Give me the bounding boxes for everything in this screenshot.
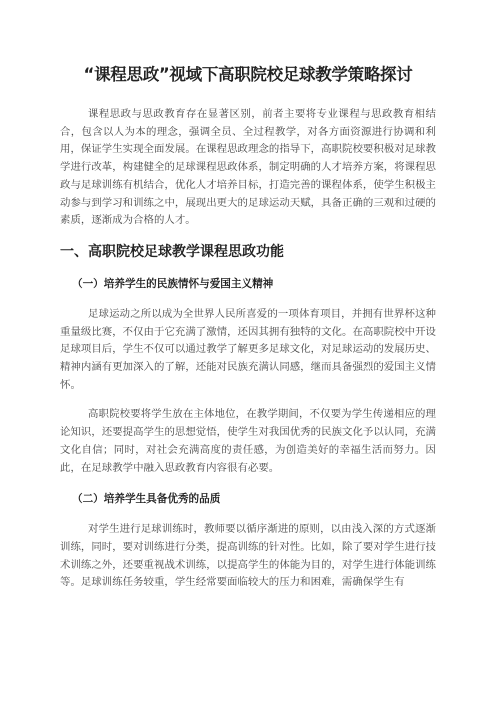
subsection-heading-1: （一）培养学生的民族情怀与爱国主义精神 [72,277,274,290]
subsection-heading-2: （二）培养学生具备优秀的品质 [72,493,221,506]
document-title: “课程思政”视域下高职院校足球教学策略探讨 [83,65,413,84]
body-paragraph-2: 高职院校要将学生放在主体地位，在教学期间，不仅要为学生传递相应的理论知识，还要提高学生的思想觉悟，使学生对我国优秀的民族文化予以认同，充满文化自信；同时，对社会充满高度的责任感，为创造美好的幸福生活而努力。因此，在足球教学中融入思政教育内容很有必要。 [60,408,436,474]
body-paragraph-1: 足球运动之所以成为全世界人民所喜爱的一项体育项目，并拥有世界杯这种重量级比赛，不仅由于它充满了激情，还因其拥有独特的文化。在高职院校中开设足球项目后，学生不仅可以通过教学了解更多足球文化，对足球运动的发展历史、精神内涵有更加深入的了解，还能对民族充满认同感，继而具备强烈的爱国主义情怀。 [60,307,436,391]
intro-paragraph: 课程思政与思政教育存在显著区别，前者主要将专业课程与思政教育相结合，包含以人为本的理念，强调全员、全过程教学，对各方面资源进行协调和利用，保证学生实现全面发展。在课程思政理念的指导下，高职院校要积极对足球教学进行改革，构建健全的足球课程思政体系，制定明确的人才培养方案，将课程思政与足球训练有机结合，优化人才培养目标，打造完善的课程体系，使学生积极主动参与到学习和训练之中，展现出更大的足球运动天赋，具备正确的三观和过硬的素质，逐渐成为合格的人才。 [60,108,436,227]
body-paragraph-3: 对学生进行足球训练时，教师要以循序渐进的原则，以由浅入深的方式逐渐训练，同时，要对训练进行分类，提高训练的针对性。比如，除了要对学生进行技术训练之外，还要重视战术训练，以提高学生的体能为目的，对学生进行体能训练等。足球训练任务较重，学生经常要面临较大的压力和困难，需确保学生有 [60,523,436,589]
section-heading-1: 一、高职院校足球教学课程思政功能 [60,243,284,260]
